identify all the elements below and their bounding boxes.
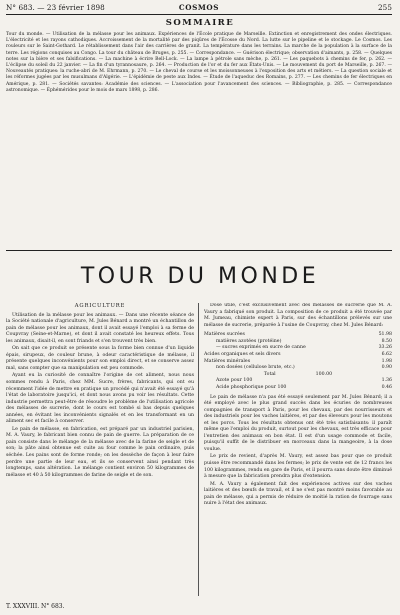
- row-value: 1.98: [381, 358, 392, 364]
- table-row: [204, 345, 392, 352]
- row-label: Azote pour 100: [216, 378, 253, 384]
- row-label: matières azotées (protéine): [216, 338, 282, 344]
- row-label: Matières sucrées: [204, 332, 245, 338]
- sommaire-rule: [6, 250, 392, 251]
- paragraph: On sait que ce produit se présente sous la forme bien connue d'un liquide épais, sirupeux, de couleur brune, à odeur caractéristique de mélasse, il présente quelques inconvénients pour son emploi direct, et se conserve assez mal, sans compter que sa manipulation est peu commode.: [6, 346, 194, 371]
- table-row: [204, 385, 392, 392]
- left-column: [6, 303, 194, 603]
- journal-name: COSMOS: [178, 3, 220, 12]
- paragraph: Dose utile, c'est exclusivement avec des mélasses de sucrerie que M. A. Vaury a fabriqué son produit. La composition de ce produit a été trouvée par M. Jumeau, chimiste expert à Paris, sur des échantillons prélevés sur une mélasse de sucrerie, préparée à l'usine de Coupvray, chez M. Jules Bénard:: [204, 303, 392, 328]
- paragraph: Le pain de mélasse n'a pas été essayé seulement par M. Jules Bénard; il a été employé avec le plus grand succès dans les écuries de nombreuses compagnies de transport à Paris, pour les chevaux, par des nourrisseurs et des industriels pour les vaches laitières, et par des éleveurs pour les moutons et les porcs. Tous les résultats obtenus ont été très satisfaisants: il paraît même que l'emploi du produit, surtout pour les chevaux, est très efficace pour l'entretien des animaux en bon état. Il est d'un usage commode et facile, puisqu'il suffit de le distribuer en morceaux dans la mangeoire, à la dose voulue.: [204, 394, 392, 452]
- sommaire-heading: SOMMAIRE: [165, 18, 235, 28]
- row-label: Acide phosphorique pour 100: [216, 384, 287, 390]
- section-title: TOUR DU MONDE: [80, 264, 320, 289]
- paragraph: M. A. Vaury a également fait des expériences actives sur des vaches laitières et des bœufs de travail, et il ne s'est pas montré moins favorable au pain de mélasse, qui a permis de réduire de moitié la ration de fourrage sans nuire à l'état des animaux.: [204, 481, 392, 507]
- row-value: 6.62: [381, 351, 392, 357]
- row-value: 0.46: [381, 384, 392, 390]
- page-number: 255: [377, 3, 392, 12]
- row-label: Matières minérales: [204, 358, 251, 364]
- section-heading-agriculture: AGRICULTURE: [74, 303, 126, 309]
- composition-table: [204, 332, 392, 391]
- row-value: 1.36: [381, 378, 392, 384]
- sommaire-text: Tour du monde. — Utilisation de la mélasse pour les animaux. Expériences de l'École pratique de Marseille. Extinction et enregistrement des ondes électriques. L'électricité et les rayons cathodiques. Accroissement de la mortalité par des piqûres de l'Écosse du Nord. La lutte sur le pipeline et le stockage. Le Cosmos. Les rouleurs sur le Saint-Gothard. Le rétablissement dans l'air des carrières de granit. La température dans les terrains. La marche de la population à la surface de la terre. Les régions conquises au Congo. La tour du château de Bruges, p. 255. — Correspondance. — Guérison électrique; observation d'aimants, p. 258. — Quelques notes sur la bière et ses falsifications. — La machine à écrire Bell-Lock. — La lampe à pétrole sans mèche, p. 261. — Les paquebots à chemins de fer, p. 262. — L'éclipse du soleil du 22 janvier. — La fin d'un tyrannosaure, p. 264. — Production de l'or et du fer aux États-Unis. — Le mouvement du port de Marseille, p. 267. — Nouveautés pratiques: la ruche-abri de M. Ehrmann, p. 270. — Le cheval de course et les moissonneuses à l'exposition des arts et métiers. — La question sociale et les réformes jugées par les musulmans d'Algérie. — L'épidémie de peste aux Indes. — Étude de l'aqueduc des Romains, p. 277. — Les chemins de fer électriques en Amérique, p. 281. — Sociétés savantes: Académie des sciences. — L'association pour l'avancement des sciences. — Bibliographie, p. 285. — Correspondance astronomique. — Éphémérides pour le mois de mars 1898, p. 286.: [6, 32, 392, 93]
- paragraph: Le pain de mélasse, en fabrication, est préparé par un industriel parisien, M. A. Vaury, le fabricant bien connu de pain de guerre. La préparation de ce pain consiste dans le mélange de la mélasse avec de la farine de seigle et de son; la pâte ainsi obtenue est cuite au four comme le pain ordinaire, puis séchée. Les pains sont de forme ronde; on les dessèche de façon à leur faire perdre une partie de leur eau, et ils se conservent ainsi pendant très longtemps, sans altération. Le mélange contient environ 50 kilogrammes de mélasse et 40 à 50 kilogrammes de farine de seigle et de son.: [6, 426, 194, 478]
- row-value: 33.26: [378, 345, 392, 351]
- paragraph: Utilisation de la mélasse pour les animaux. — Dans une récente séance de la Société nationale d'agriculture, M. Jules Bénard a montré un échantillon de pain de mélasse pour les animaux, dont il avait essayé l'emploi à sa ferme de Coupvray (Seine-et-Marne), et dont il avait constaté les heureux effets. Tous les animaux, disait-il, en sont friands et s'en trouvent très bien.: [6, 312, 194, 344]
- right-column: [204, 303, 392, 603]
- row-label: — sucres exprimés en sucre de canne: [216, 345, 306, 351]
- row-value: 0.90: [381, 365, 392, 371]
- issue-number: N° 683. — 23 février 1898: [6, 3, 105, 12]
- row-label: Acides organiques et sels divers: [204, 351, 281, 357]
- paragraph: Ayant eu la curiosité de connaître l'origine de cet aliment, nous nous sommes rendu à Paris, chez MM. Sucre, frères, fabricants, qui ont eu récemment l'idée de mettre en pratique un procédé qui n'avait été essayé qu'à l'état de laboratoire jusqu'ici, et dont nous avons pu voir les résultats. Cette industrie permettra peut-être de résoudre le problème de l'utilisation agricole des mélasses de sucrerie, dont le cours est tombé si bas depuis quelques années, en évitant les inconvénients signalés et en les transformant en un aliment sec et facile à conserver.: [6, 373, 194, 425]
- table-row: [204, 365, 392, 372]
- column-divider: [198, 303, 199, 596]
- row-value: 8.50: [381, 338, 392, 344]
- total-value: 100.00: [315, 371, 333, 377]
- row-value: 51.98: [378, 332, 392, 338]
- table-row: [204, 352, 392, 359]
- total-label: Total: [263, 371, 276, 377]
- row-label: non dosées (cellulose brute, etc.): [216, 365, 295, 371]
- page-footer: T. XXXVIII. N° 683.: [6, 603, 65, 610]
- header-rule: [6, 14, 392, 15]
- table-row: [204, 332, 392, 339]
- table-row: [204, 378, 392, 385]
- paragraph: Le prix de revient, d'après M. Vaury, est assez bas pour que ce produit puisse être recommandé dans les fermes; le prix de vente est de 12 francs les 100 kilogrammes, rendu en gare de Paris, et il pourra sans doute être diminué à mesure que la fabrication prendra plus d'extension.: [204, 454, 392, 480]
